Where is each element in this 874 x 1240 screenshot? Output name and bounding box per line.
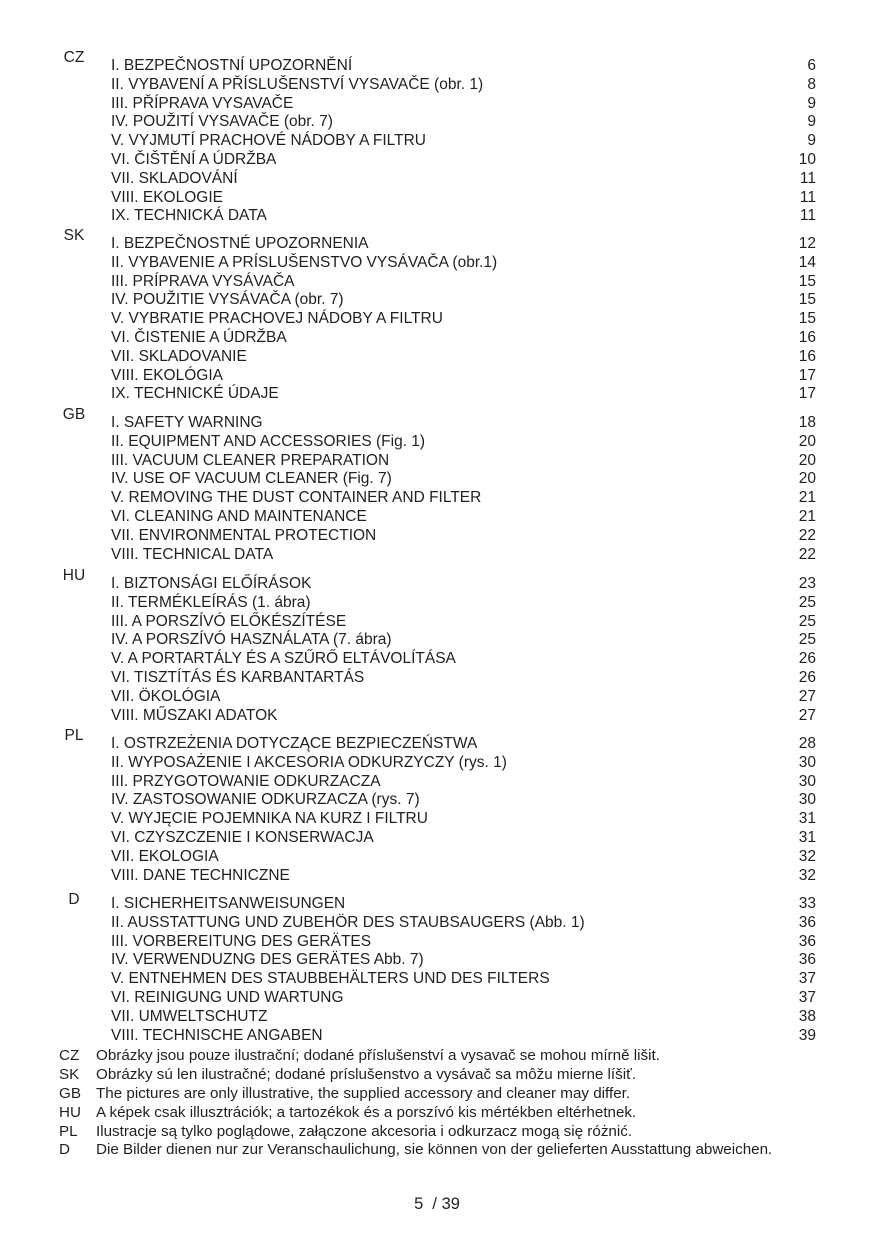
toc-entry-title: I. OSTRZEŻENIA DOTYCZĄCE BEZPIECZEŃSTWA [111,735,478,752]
disclaimer-line [0,1104,874,1123]
toc-entry-title: III. PRZYGOTOWANIE ODKURZACZA [111,772,381,790]
toc-entry-page: 16 [798,347,816,365]
toc-entry-title: VIII. MŰSZAKI ADATOK [111,706,278,724]
toc-entry[interactable] [0,367,874,386]
toc-entry-title: III. VORBEREITUNG DES GERÄTES [111,932,372,950]
disclaimer-text: Ilustracje są tylko poglądowe, załączone akcesoria i odkurzacz mogą się różnić. [96,1122,633,1140]
disclaimer-line [0,1066,874,1085]
toc-entry-title: I. BIZTONSÁGI ELŐÍRÁSOK [111,575,312,592]
toc-entry[interactable] [0,273,874,292]
disclaimer-language-code: D [59,1141,70,1159]
toc-entry-page: 32 [798,866,816,884]
toc-entry-page: 30 [798,772,816,790]
disclaimer-text: The pictures are only illustrative, the supplied accessory and cleaner may differ. [96,1084,631,1102]
toc-entries [0,895,874,1045]
toc-entry[interactable] [0,254,874,273]
toc-entries [0,575,874,725]
toc-entry-page: 6 [807,57,816,74]
toc-entry-title: I. SICHERHEITSANWEISUNGEN [111,895,346,912]
toc-entry-page: 36 [798,951,816,969]
illustration-disclaimer [0,1047,874,1160]
toc-entry-title: VI. ČISTENIE A ÚDRŽBA [111,328,287,346]
toc-entry-page: 25 [798,612,816,630]
disclaimer-language-code: HU [59,1103,81,1121]
toc-entry-page: 20 [798,432,816,450]
toc-entry-title: VIII. TECHNICAL DATA [111,545,274,563]
toc-entry-page: 30 [798,791,816,809]
language-code: D [68,891,80,908]
toc-entry-page: 16 [798,328,816,346]
toc-entry-title: VII. SKLADOVÁNÍ [111,169,238,187]
toc-entry[interactable] [0,669,874,688]
toc-entry-page: 11 [799,188,816,206]
toc-entry[interactable] [0,310,874,329]
toc-entry-title: VIII. TECHNISCHE ANGABEN [111,1026,323,1044]
toc-entry[interactable] [0,848,874,867]
toc-entry[interactable] [0,235,874,254]
toc-entry-page: 10 [798,150,816,168]
toc-entry-title: III. PRÍPRAVA VYSÁVAČA [111,272,295,290]
toc-entries [0,735,874,885]
toc-entry-title: II. VYBAVENIE A PRÍSLUŠENSTVO VYSÁVAČA (obr.1) [111,253,498,271]
toc-entry-title: V. ENTNEHMEN DES STAUBBEHÄLTERS UND DES FILTERS [111,970,550,988]
toc-entry[interactable] [0,735,874,754]
toc-entry-title: V. REMOVING THE DUST CONTAINER AND FILTER [111,489,482,507]
language-code: HU [62,567,86,584]
toc-entry[interactable] [0,791,874,810]
toc-entry-title: II. WYPOSAŻENIE I AKCESORIA ODKURZYCZY (rys. 1) [111,753,507,771]
toc-entry-page: 8 [807,75,816,93]
toc-entry[interactable] [0,348,874,367]
toc-entry[interactable] [0,527,874,546]
toc-entry-title: VIII. EKOLOGIE [111,188,223,206]
toc-entries [0,414,874,564]
disclaimer-line [0,1123,874,1142]
toc-entry[interactable] [0,970,874,989]
toc-entry[interactable] [0,933,874,952]
toc-entry-title: II. VYBAVENÍ A PŘÍSLUŠENSTVÍ VYSAVAČE (obr. 1) [111,75,484,93]
toc-entry-title: V. WYJĘCIE POJEMNIKA NA KURZ I FILTRU [111,810,428,828]
toc-entry[interactable] [0,631,874,650]
language-code: GB [62,406,86,423]
toc-entry[interactable] [0,773,874,792]
toc-entry-page: 17 [798,385,816,403]
toc-entry[interactable] [0,95,874,114]
toc-entry-page: 30 [798,753,816,771]
toc-entry[interactable] [0,508,874,527]
toc-entry-page: 32 [798,847,816,865]
toc-entry[interactable] [0,329,874,348]
toc-entry-title: II. EQUIPMENT AND ACCESSORIES (Fig. 1) [111,432,426,450]
toc-entry-page: 25 [798,593,816,611]
disclaimer-line [0,1141,874,1160]
toc-entry[interactable] [0,810,874,829]
toc-entry-page: 37 [798,970,816,988]
toc-entry-page: 21 [798,507,816,525]
toc-entry[interactable] [0,132,874,151]
toc-entry[interactable] [0,989,874,1008]
toc-entry-title: VII. ENVIRONMENTAL PROTECTION [111,526,377,544]
toc-entry[interactable] [0,1008,874,1027]
toc-entry[interactable] [0,151,874,170]
toc-entry-page: 9 [807,113,816,131]
toc-entry-title: IV. VERWENDUZNG DES GERÄTES Abb. 7) [111,951,424,969]
toc-entry-title: VI. CZYSZCZENIE I KONSERWACJA [111,828,374,846]
toc-entry-page: 31 [798,828,816,846]
toc-entry-page: 36 [798,932,816,950]
toc-entry[interactable] [0,76,874,95]
toc-entry-page: 11 [799,207,816,225]
toc-entry-title: VI. REINIGUNG UND WARTUNG [111,988,344,1006]
toc-entry-page: 22 [798,545,816,563]
toc-entry[interactable] [0,113,874,132]
toc-entry[interactable] [0,452,874,471]
toc-entry-title: III. PŘÍPRAVA VYSAVAČE [111,94,294,112]
toc-entry[interactable] [0,1027,874,1046]
toc-entry-title: I. SAFETY WARNING [111,414,263,431]
toc-entry-page: 9 [807,94,816,112]
toc-entry[interactable] [0,829,874,848]
toc-entry-title: I. BEZPEČNOSTNÉ UPOZORNENIA [111,235,369,252]
language-code: CZ [63,49,85,66]
toc-entry[interactable] [0,914,874,933]
toc-entry[interactable] [0,867,874,886]
toc-entry[interactable] [0,385,874,404]
toc-entry[interactable] [0,489,874,508]
toc-entry-title: VI. CLEANING AND MAINTENANCE [111,507,367,525]
toc-entry-page: 22 [798,526,816,544]
disclaimer-text: A képek csak illusztrációk; a tartozékok és a porszívó kis mértékben eltérhetnek. [96,1103,637,1121]
disclaimer-language-code: PL [59,1122,78,1140]
toc-entry[interactable] [0,650,874,669]
toc-entry[interactable] [0,613,874,632]
toc-entry[interactable] [0,575,874,594]
disclaimer-text: Obrázky jsou pouze ilustrační; dodané příslušenství a vysavač se mohou mírně lišit. [96,1047,660,1064]
toc-entry-title: V. VYJMUTÍ PRACHOVÉ NÁDOBY A FILTRU [111,132,426,150]
disclaimer-language-code: GB [59,1084,81,1102]
toc-entry-title: VII. UMWELTSCHUTZ [111,1007,268,1025]
toc-entry-title: VI. ČIŠTĚNÍ A ÚDRŽBA [111,150,277,168]
toc-entry-page: 27 [798,706,816,724]
toc-entry-page: 27 [798,687,816,705]
toc-entry-title: II. AUSSTATTUNG UND ZUBEHÖR DES STAUBSAUGERS (Abb. 1) [111,913,585,931]
toc-entry-title: IX. TECHNICKÉ ÚDAJE [111,385,279,403]
toc-entry-title: IV. USE OF VACUUM CLEANER (Fig. 7) [111,470,392,488]
toc-entry-page: 28 [798,735,816,752]
toc-entry-page: 37 [798,988,816,1006]
toc-entry-title: IV. ZASTOSOWANIE ODKURZACZA (rys. 7) [111,791,420,809]
toc-entry-page: 31 [798,810,816,828]
toc-entry-title: IV. A PORSZÍVÓ HASZNÁLATA (7. ábra) [111,631,392,649]
toc-entry-page: 15 [798,291,816,309]
toc-entry[interactable] [0,189,874,208]
toc-entry-title: VII. EKOLOGIA [111,847,219,865]
disclaimer-language-code: SK [59,1065,80,1083]
toc-entry[interactable] [0,754,874,773]
toc-entry-page: 33 [798,895,816,912]
disclaimer-text: Obrázky sú len ilustračné; dodané príslušenstvo a vysávač sa môžu mierne líšiť. [96,1065,637,1083]
toc-entry-page: 20 [798,470,816,488]
toc-entry-page: 18 [798,414,816,431]
toc-entry-page: 26 [798,650,816,668]
disclaimer-language-code: CZ [59,1047,80,1064]
toc-entry-page: 38 [798,1007,816,1025]
toc-entry-title: V. VYBRATIE PRACHOVEJ NÁDOBY A FILTRU [111,310,443,328]
toc-entry-title: V. A PORTARTÁLY ÉS A SZŰRŐ ELTÁVOLÍTÁSA [111,650,456,668]
toc-entry-title: VII. ÖKOLÓGIA [111,687,221,705]
toc-entry-page: 39 [798,1026,816,1044]
toc-entry[interactable] [0,433,874,452]
toc-entry-title: IV. POUŽITÍ VYSAVAČE (obr. 7) [111,113,333,131]
disclaimer-line [0,1085,874,1104]
toc-entry-title: VI. TISZTÍTÁS ÉS KARBANTARTÁS [111,668,365,686]
toc-entry[interactable] [0,57,874,76]
toc-entry-page: 21 [798,489,816,507]
toc-entry-page: 11 [799,169,816,187]
toc-entry-page: 23 [798,575,816,592]
toc-entry[interactable] [0,895,874,914]
toc-entry-page: 14 [798,253,816,271]
toc-entry-page: 17 [798,366,816,384]
toc-entry-page: 36 [798,913,816,931]
toc-entry-page: 12 [798,235,816,252]
toc-entry-title: IV. POUŽITIE VYSÁVAČA (obr. 7) [111,291,344,309]
toc-entry-title: VIII. DANE TECHNICZNE [111,866,290,884]
toc-entry[interactable] [0,170,874,189]
toc-entry[interactable] [0,291,874,310]
toc-entry[interactable] [0,207,874,226]
toc-entry-page: 15 [798,310,816,328]
toc-entry-page: 26 [798,668,816,686]
language-code: SK [63,227,85,244]
toc-entry-page: 20 [798,451,816,469]
toc-entry[interactable] [0,414,874,433]
toc-entry-page: 15 [798,272,816,290]
toc-entry-title: IX. TECHNICKÁ DATA [111,207,267,225]
toc-entry[interactable] [0,951,874,970]
toc-entry[interactable] [0,470,874,489]
toc-entries [0,57,874,226]
toc-entry-title: III. VACUUM CLEANER PREPARATION [111,451,390,469]
toc-entry[interactable] [0,707,874,726]
toc-entry[interactable] [0,546,874,565]
disclaimer-text: Die Bilder dienen nur zur Veranschaulichung, sie können von der gelieferten Ausstattung abweichen. [96,1141,773,1159]
page-number: 5 / 39 [414,1195,460,1213]
toc-entry[interactable] [0,594,874,613]
toc-entry-title: II. TERMÉKLEÍRÁS (1. ábra) [111,593,311,611]
toc-entry-title: III. A PORSZÍVÓ ELŐKÉSZÍTÉSE [111,612,347,630]
toc-entry-page: 25 [798,631,816,649]
language-code: PL [64,727,84,744]
disclaimer-line [0,1047,874,1066]
toc-entries [0,235,874,404]
toc-entry-title: VIII. EKOLÓGIA [111,366,223,384]
toc-entry-page: 9 [807,132,816,150]
toc-entry-title: VII. SKLADOVANIE [111,347,247,365]
toc-entry-title: I. BEZPEČNOSTNÍ UPOZORNĚNÍ [111,57,353,74]
toc-entry[interactable] [0,688,874,707]
